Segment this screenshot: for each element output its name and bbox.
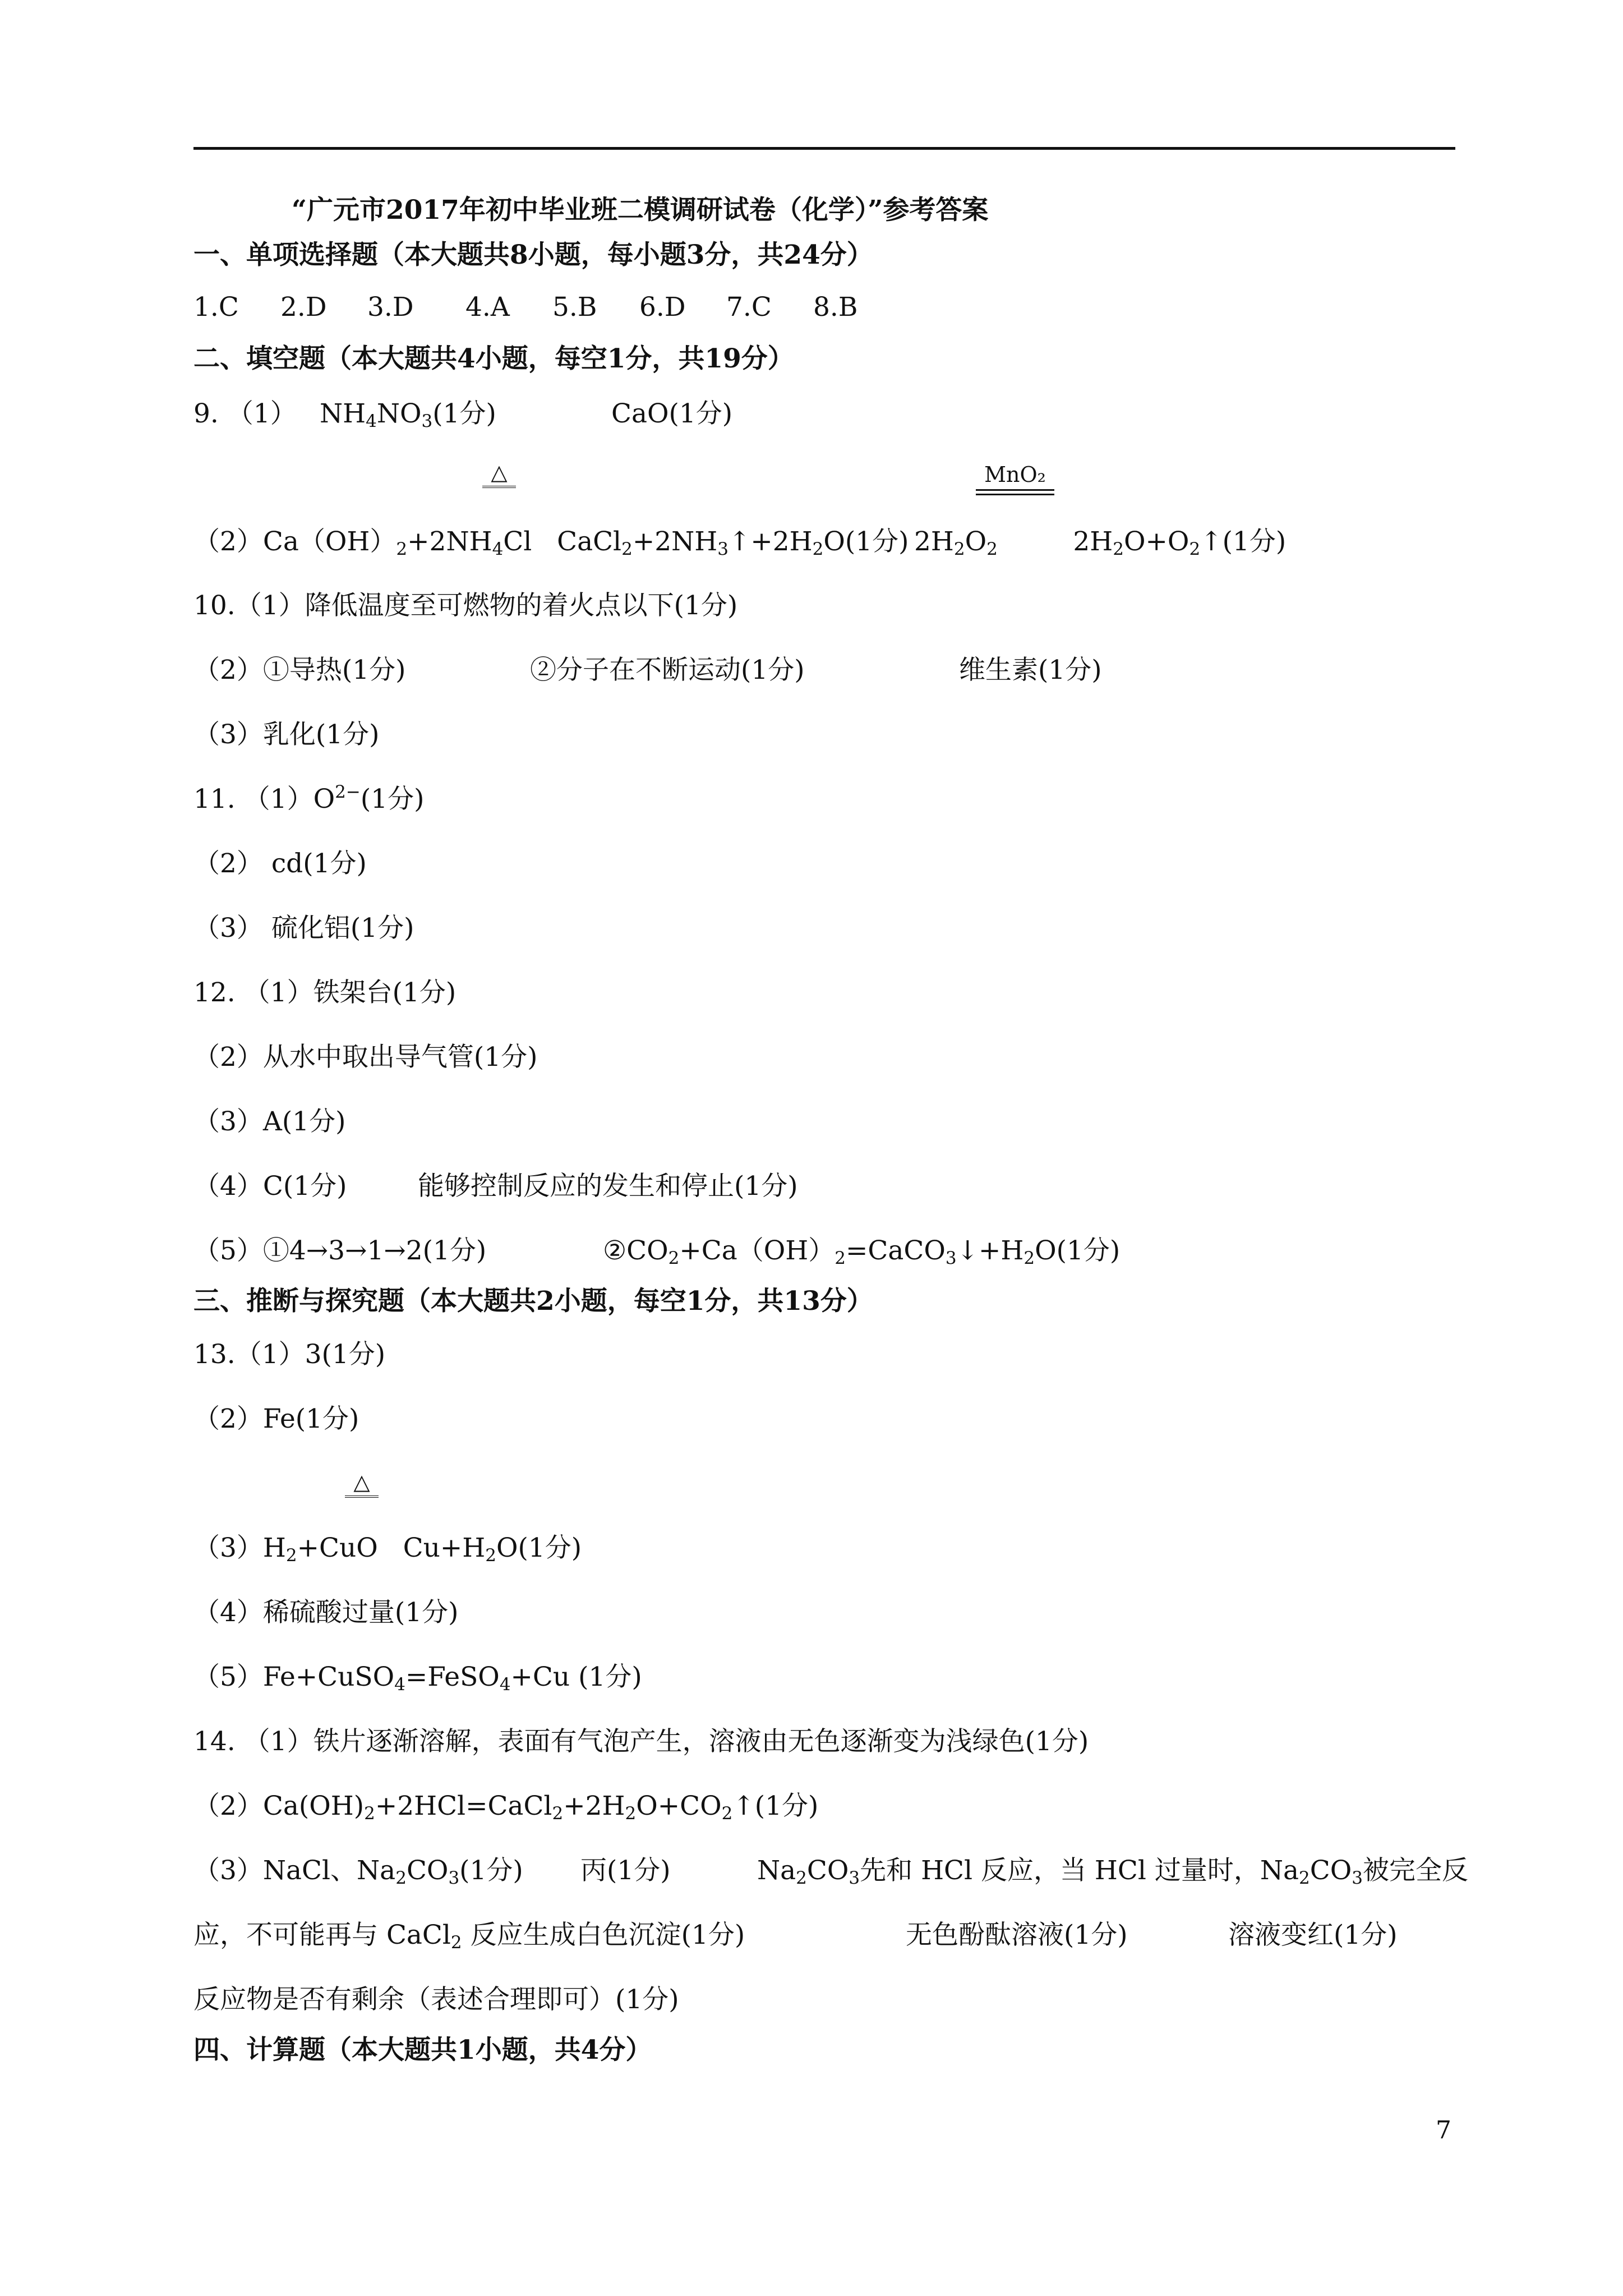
q12-line-5b: $②CO_2+Ca(OH)_2=CaCO_3↓+H_2O(1$分) — [603, 1235, 1121, 1268]
mc-answer-8: 8.B — [813, 292, 858, 323]
section-1-heading: 一、单项选择题（本大题共8小题，每小题3分，共24分） — [193, 240, 873, 270]
mc-answer-7: 7.C — [726, 292, 772, 323]
q10-line-2b: ②分子在不断运动(1分) — [530, 655, 805, 685]
q9-answer-1: $NH_4NO_3(1$分) — [320, 398, 496, 431]
q9-answer-2: CaO(1分) — [611, 398, 733, 429]
q9-catalyst-condition — [976, 463, 1054, 495]
q10-line-3: （3）乳化(1分) — [193, 719, 380, 750]
q11-line-2: （2） cd(1分) — [193, 848, 367, 879]
q10-line-2c: 维生素(1分) — [959, 655, 1102, 685]
q14-line-2: $(2)Ca(OH)_2+2HCl=CaCl_2+2H_2O+CO_2↑(1$分) — [193, 1791, 819, 1824]
page-title: “广元市2017年初中毕业班二模调研试卷（化学）”参考答案 — [292, 195, 989, 226]
q9-equation-2: $2H_2O_2$ $2H_2O+O_2↑(1$分) — [914, 526, 1287, 559]
mc-answer-6: 6.D — [639, 292, 686, 323]
mc-answer-5: 5.B — [552, 292, 597, 323]
q13-line-1: 13.（1）3(1分) — [193, 1339, 386, 1370]
mc-answer-2: 2.D — [280, 292, 327, 323]
q12-line-4b: 能够控制反应的发生和停止(1分) — [418, 1171, 798, 1202]
q9-equation-1: $(2)Ca(OH)_2+2NH_4Cl$ $CaCl_2+2NH_3↑+2H_2O(1$分) — [193, 526, 909, 559]
q9-heat-condition: △ — [482, 461, 516, 488]
q11-line-3: （3） 硫化铝(1分) — [193, 913, 414, 944]
q14-line-4c: 无色酚酞溶液(1分) — [906, 1920, 1128, 1950]
mc-answer-4: 4.A — [465, 292, 510, 323]
q12-line-3: （3）A(1分) — [193, 1106, 346, 1137]
section-3-heading: 三、推断与探究题（本大题共2小题，每空1分，共13分） — [193, 1286, 873, 1317]
q14-line-5: 反应物是否有剩余（表述合理即可）(1分) — [193, 1984, 679, 2015]
q14-line-4a: 应，不可能再与 CaCl$_2$ 反应生成白色沉淀(1分) — [193, 1920, 745, 1953]
q11-line-1: 11. $(1)O^{2-}(1$分) — [193, 782, 425, 815]
q14-line-1: 14. （1）铁片逐渐溶解，表面有气泡产生，溶液由无色逐渐变为浅绿色(1分) — [193, 1726, 1089, 1757]
q9-number: 9. （1） — [193, 398, 297, 429]
section-2-heading: 二、填空题（本大题共4小题，每空1分，共19分） — [193, 343, 794, 374]
q14-line-3d: $Na_2CO_3$先和 HCl 反应，当 HCl 过量时，$Na_2CO_3$被完全反 — [757, 1855, 1468, 1888]
mno2-label: MnO₂ — [984, 462, 1046, 487]
q14-line-3a: （3）NaCl、$Na_2CO_3(1$分) — [193, 1855, 523, 1888]
q14-line-4d: 溶液变红(1分) — [1228, 1920, 1398, 1950]
section-4-heading: 四、计算题（本大题共1小题，共4分） — [193, 2035, 652, 2065]
mc-answer-3: 3.D — [367, 292, 414, 323]
page-number: 7 — [1436, 2116, 1451, 2145]
q13-heat-condition: △ — [345, 1471, 379, 1498]
header-rule — [193, 147, 1455, 150]
q13-line-3: $(3)H_2+CuO$ $Cu+H_2O(1$分) — [193, 1533, 582, 1566]
q14-line-3c: 丙(1分) — [580, 1855, 671, 1886]
q12-line-2: （2）从水中取出导气管(1分) — [193, 1042, 538, 1073]
q13-line-5: （5）Fe+CuSO$_4$=FeSO$_4$+Cu (1分) — [193, 1662, 642, 1695]
q10-line-2a: （2）①导热(1分) — [193, 655, 406, 685]
q12-line-1: 12. （1）铁架台(1分) — [193, 977, 457, 1008]
mc-answer-1: 1.C — [193, 292, 239, 323]
q12-line-5a: （5）①4→3→1→2(1分) — [193, 1235, 487, 1266]
q13-line-4: （4）稀硫酸过量(1分) — [193, 1597, 459, 1628]
q10-line-1: 10.（1）降低温度至可燃物的着火点以下(1分) — [193, 590, 738, 621]
q13-line-2: （2）Fe(1分) — [193, 1404, 359, 1434]
q12-line-4a: （4）C(1分) — [193, 1171, 347, 1202]
